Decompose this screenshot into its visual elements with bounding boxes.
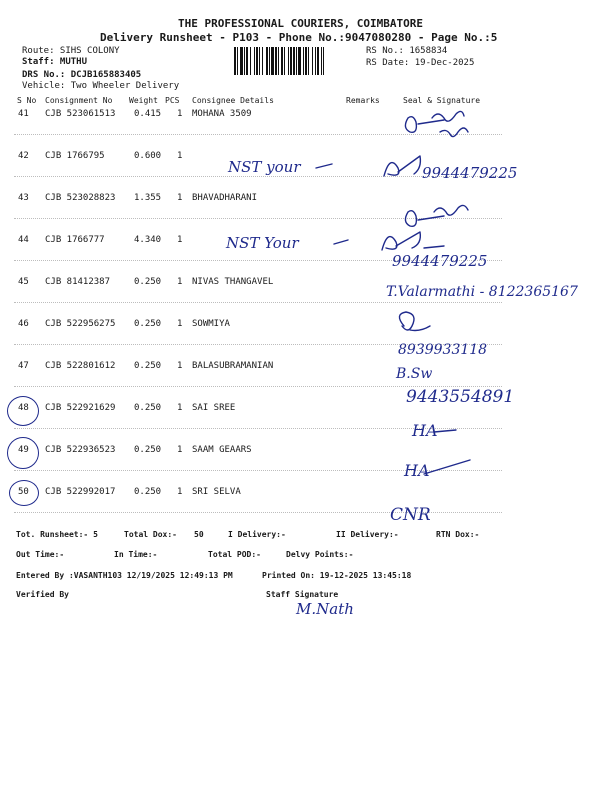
dash-row-44 [334, 240, 348, 244]
company-name: THE PROFESSIONAL COURIERS, COIMBATORE [178, 17, 424, 30]
row-sno: 47 [18, 361, 29, 371]
rtn-dox: RTN Dox:- [436, 530, 480, 539]
phone-row-47: 9443554891 [406, 387, 515, 407]
col-seal: Seal & Signature [403, 96, 481, 105]
ii-delivery: II Delivery:- [336, 530, 399, 539]
sign-row-48: HA [412, 421, 438, 440]
remark-row-42: NST your [228, 158, 301, 176]
col-weight: Weight [129, 96, 158, 105]
col-sno: S No [17, 96, 37, 105]
sign-row-47: B.Sw [396, 366, 433, 382]
row-consignment: CJB 1766795 [45, 151, 105, 161]
signature-row-44 [382, 232, 444, 250]
total-dox-value: 50 [194, 530, 204, 539]
printed-on: Printed On: 19-12-2025 13:45:18 [262, 571, 412, 580]
row-pcs: 1 [177, 235, 183, 245]
vehicle-label: Vehicle: Two Wheeler Delivery [22, 81, 180, 91]
rs-number: RS No.: 1658834 [366, 46, 448, 56]
runsheet-title: Delivery Runsheet - P103 - Phone No.:9047080280 - Page No.:5 [100, 31, 498, 44]
row-consignee: SAI SREE [192, 403, 236, 413]
row-consignment: CJB 81412387 [45, 277, 111, 287]
signature-row-41 [405, 111, 464, 132]
row-consignment: CJB 523061513 [45, 109, 116, 119]
row-consignee: BHAVADHARANI [192, 193, 258, 203]
phone-row-46: 8939933118 [398, 342, 488, 358]
row-sno: 41 [18, 109, 29, 119]
row-sno: 50 [18, 487, 29, 497]
row-consignee: SAAM GEAARS [192, 445, 252, 455]
row-weight: 0.600 [134, 151, 162, 161]
route-label: Route: SIHS COLONY [22, 46, 120, 56]
row-pcs: 1 [177, 361, 183, 371]
delvy-points: Delvy Points:- [286, 550, 354, 559]
phone-row-44: 9944479225 [392, 252, 488, 270]
total-pod: Total POD:- [208, 550, 261, 559]
row-pcs: 1 [177, 109, 183, 119]
row-pcs: 1 [177, 193, 183, 203]
signature-row-41-b [440, 128, 468, 137]
row-consignment: CJB 522801612 [45, 361, 116, 371]
i-delivery: I Delivery:- [228, 530, 286, 539]
row-weight: 0.250 [134, 277, 162, 287]
row-pcs: 1 [177, 277, 183, 287]
row-sno: 49 [18, 445, 29, 455]
col-consignee: Consignee Details [192, 96, 274, 105]
signature-row-46 [399, 312, 430, 331]
row-consignee: SRI SELVA [192, 487, 241, 497]
row-pcs: 1 [177, 445, 183, 455]
staff-label: Staff: MUTHU [22, 57, 88, 67]
row-pcs: 1 [177, 487, 183, 497]
row-sno: 43 [18, 193, 29, 203]
staff-signature-scribble: M.Nath [296, 600, 354, 618]
row-consignment: CJB 1766777 [45, 235, 105, 245]
row-weight: 0.415 [134, 109, 162, 119]
row-pcs: 1 [177, 151, 183, 161]
row-pcs: 1 [177, 403, 183, 413]
phone-row-42: 9944479225 [422, 164, 518, 182]
sign-row-45: T.Valarmathi - 8122365167 [386, 284, 578, 300]
row-consignment: CJB 523028823 [45, 193, 116, 203]
row-weight: 0.250 [134, 403, 162, 413]
signature-row-43 [405, 205, 468, 226]
row-consignment: CJB 522921629 [45, 403, 116, 413]
entered-by: Entered By :VASANTH103 12/19/2025 12:49:13 PM [16, 571, 233, 580]
row-weight: 4.340 [134, 235, 162, 245]
in-time: In Time:- [114, 550, 158, 559]
row-sno: 48 [18, 403, 29, 413]
row-sno: 46 [18, 319, 29, 329]
col-pcs: PCS [165, 96, 180, 105]
row-consignee: SOWMIYA [192, 319, 230, 329]
row-weight: 0.250 [134, 319, 162, 329]
verified-by: Verified By [16, 590, 69, 599]
row-consignment: CJB 522936523 [45, 445, 116, 455]
sign-row-49: HA [404, 461, 430, 480]
row-consignment: CJB 522992017 [45, 487, 116, 497]
col-consignment: Consignment No [45, 96, 113, 105]
staff-signature-label: Staff Signature [266, 590, 339, 599]
row-consignee: BALASUBRAMANIAN [192, 361, 274, 371]
rs-date: RS Date: 19-Dec-2025 [366, 58, 475, 68]
row-consignee: MOHANA 3509 [192, 109, 252, 119]
tot-runsheet: Tot. Runsheet:- 5 [16, 530, 98, 539]
row-weight: 0.250 [134, 445, 162, 455]
row-weight: 0.250 [134, 361, 162, 371]
dash-row-42 [316, 164, 332, 168]
stroke-row-49 [424, 460, 470, 474]
total-dox-label: Total Dox:- [124, 530, 177, 539]
drs-number: DRS No.: DCJB165883405 [22, 70, 142, 80]
signature-row-42 [384, 156, 420, 176]
col-remarks: Remarks [346, 96, 380, 105]
sign-row-50: CNR [390, 505, 431, 525]
row-weight: 1.355 [134, 193, 162, 203]
row-sno: 42 [18, 151, 29, 161]
remark-row-44: NST Your [226, 234, 299, 252]
row-consignment: CJB 522956275 [45, 319, 116, 329]
row-sno: 44 [18, 235, 29, 245]
row-weight: 0.250 [134, 487, 162, 497]
row-consignee: NIVAS THANGAVEL [192, 277, 274, 287]
out-time: Out Time:- [16, 550, 65, 559]
row-pcs: 1 [177, 319, 183, 329]
row-sno: 45 [18, 277, 29, 287]
